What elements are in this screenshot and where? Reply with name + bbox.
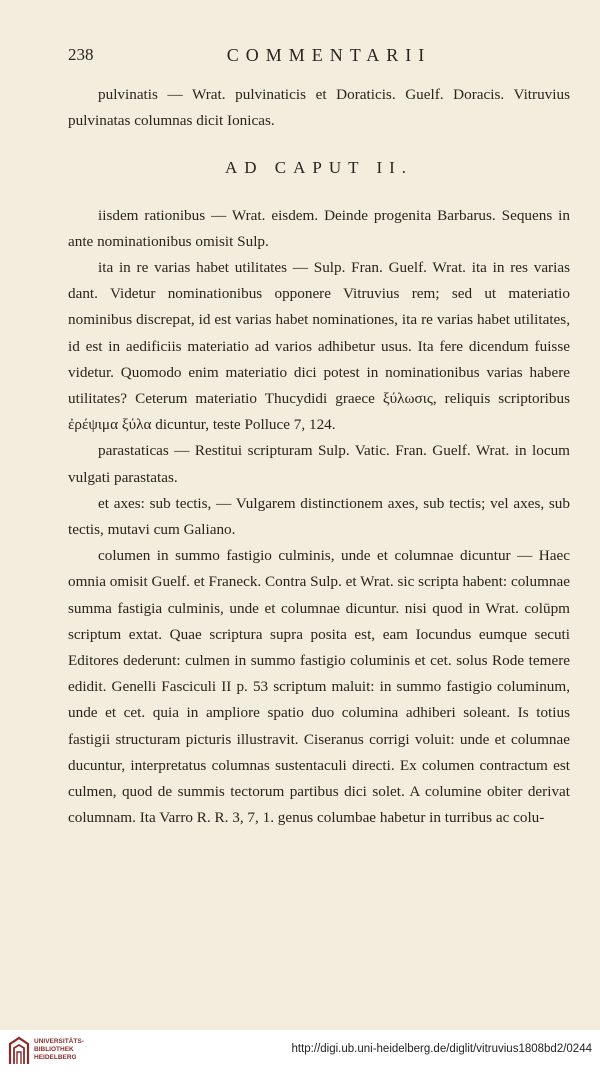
page-number: 238 (68, 45, 94, 64)
paragraph: columen in summo fastigio culminis, unde et columnae dicuntur — Haec omnia omisit Guelf. et Franeck. Contra Sulp. et Wrat. sic scripta habent: columnae summa fastigia culminis, unde et columnae dicuntur. nisi quod in Wrat. colūpm scriptum extat. Quae scriptura supra posita est, eam Iocundus eumque secuti Editores dederunt: culmen in summo fastigio columinis et cet. solus Rode temere edidit. Genelli Fasciculi II p. 53 scriptum maluit: in summo fastigio columinum, unde et cet. quia in ampliore spatio duo columina adhiberi soleant. Is totius fastigii structuram picturis illustravit. Ciseranus corrigi voluit: unde et columnae ducuntur, interpretatus columnas sustentaculi directi. Ex columen contractum est culmen, quod de summis tectorum partibus dici solet. A columine obiter derivat columnam. Ita Varro R. R. 3, 7, 1. genus columbae habetur in turribus ac colu- (68, 547, 570, 827)
paragraph: et axes: sub tectis, — Vulgarem distinctionem axes, sub tectis; vel axes, sub tectis, mutavi cum Galiano. (68, 494, 570, 539)
footer-bar (0, 1030, 600, 1072)
university-library-logo-icon (8, 1036, 30, 1066)
paragraph: pulvinatis — Wrat. pulvinaticis et Doraticis. Guelf. Doracis. Vitruvius pulvinatas columnas dicit Ionicas. (68, 86, 570, 130)
paragraph: parastaticas — Restitui scripturam Sulp. Vatic. Fran. Guelf. Wrat. in locum vulgati parastatas. (68, 442, 570, 486)
running-title: COMMENTARII (226, 45, 432, 65)
chapter-heading: AD CAPUT II. (224, 158, 414, 178)
source-url-link[interactable]: http://digi.ub.uni-heidelberg.de/diglit/vitruvius1808bd2/0244 (291, 1043, 592, 1055)
library-name: UNIVERSITÄTS- BIBLIOTHEK HEIDELBERG (34, 1038, 84, 1061)
page-content (68, 82, 570, 831)
paragraph: iisdem rationibus — Wrat. eisdem. Deinde progenita Barbarus. Sequens in ante nominationibus omisit Sulp. (68, 206, 570, 250)
paragraph: ita in re varias habet utilitates — Sulp. Fran. Guelf. Wrat. ita in res varias dant. Videtur nominationibus opponere Vitruvius rem; sed ut materiatio nominibus discrepat, id est varias habet nominationes, ita re varias habet utilitates, id est in aedificiis materiatio ad varios adhibetur usus. Ita fere dicendum fuisse videtur. Quomodo enim materiatio dici potest in nominationibus varias habere utilitates? Ceterum materiatio Thucydidi graece ξύλωσις, reliquis scriptoribus ἐρέψιμα ξύλα dicuntur, teste Polluce 7, 124. (68, 259, 570, 434)
